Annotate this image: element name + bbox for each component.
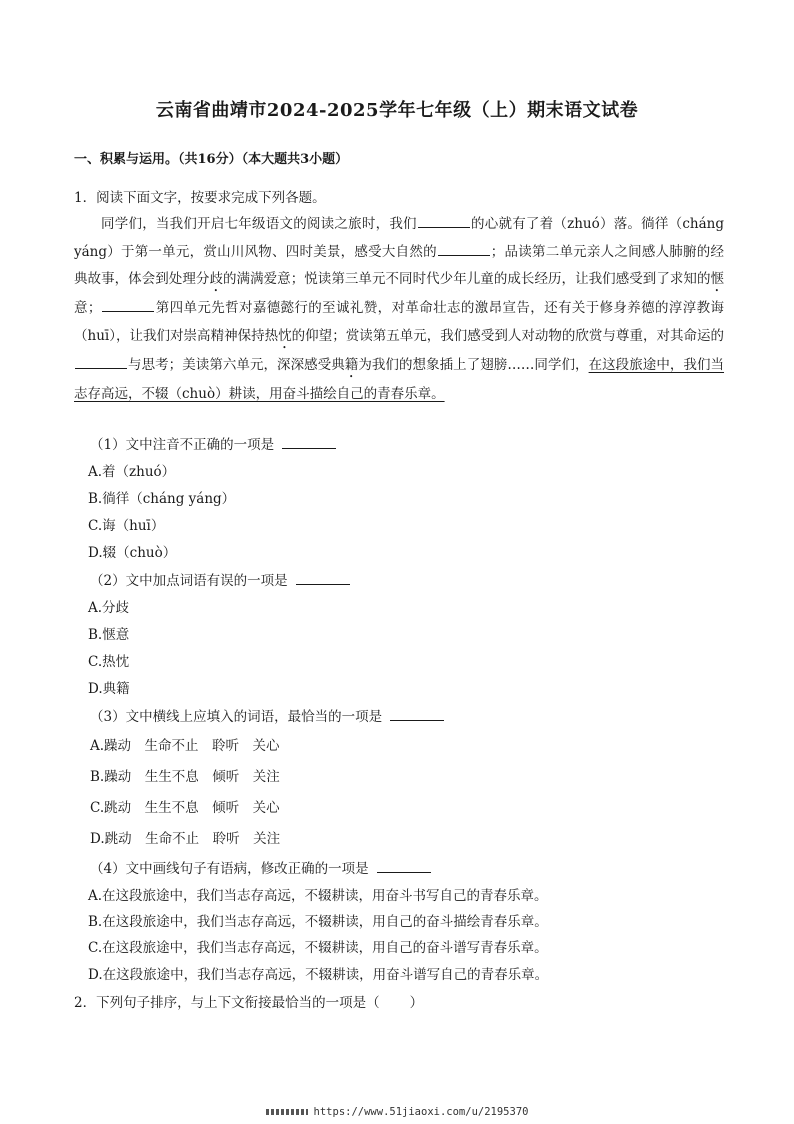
option-b: B.徜徉（cháng yáng） — [88, 491, 236, 507]
option-a: A.分歧 — [88, 600, 130, 616]
fill-blank-1 — [418, 213, 470, 228]
footer-url[interactable]: https://www.51jiaoxi.com/u/2195370 — [313, 1106, 529, 1118]
sub-question-3 — [90, 705, 444, 725]
option-d: D.跳动 生命不止 聆听 关注 — [90, 831, 281, 847]
passage-text: 与思考；美读第六单元，深深感受典 — [128, 356, 345, 373]
passage-text: 的仰望；赏读第五单元，我们感受到人对动物的欣赏与尊重，对其命运的 — [291, 327, 725, 344]
question-text: 2．下列句子排序，与上下文衔接最恰当的一项是（ — [74, 995, 380, 1011]
question-text: （2）文中加点词语有误的一项是 — [90, 573, 288, 589]
option-b: B.惬意 — [88, 627, 130, 643]
section-heading: 一、积累与运用。（共16分）（本大题共3小题） — [74, 152, 349, 167]
option-d: D.辍（chuò） — [88, 545, 177, 561]
dotted-char: 惬 — [710, 271, 725, 287]
option-c: C.热忱 — [88, 654, 130, 670]
option-c: C.诲（huī） — [88, 518, 165, 534]
passage-text: 意； — [74, 300, 102, 316]
option-a: A.在这段旅途中，我们当志存高远，不辍耕读，用奋斗书写自己的青春乐章。 — [88, 888, 548, 904]
option-a: A.着（zhuó） — [88, 464, 176, 480]
fill-blank-2 — [438, 241, 490, 256]
sub-question-4 — [90, 857, 431, 877]
page-footer — [0, 1106, 794, 1118]
option-c: C.跳动 生生不息 倾听 关心 — [90, 800, 280, 816]
passage-text: 为我们的想象插上了翅膀……同学们， — [358, 356, 589, 373]
option-d: D.典籍 — [88, 681, 130, 697]
sub-question-1 — [90, 433, 336, 453]
answer-blank — [282, 435, 336, 449]
option-c: C.在这段旅途中，我们当志存高远，不辍耕读，用自己的奋斗谱写青春乐章。 — [88, 940, 548, 956]
dotted-char: 籍 — [344, 356, 359, 373]
passage-text: 的心就有了着（zhuó）落。徜徉（cháng yáng）于第一单元，赏山川风物、四时美景，感受大自然的 — [74, 216, 738, 260]
answer-blank — [296, 571, 350, 585]
question-text-end: ） — [409, 995, 424, 1011]
reading-passage — [74, 211, 738, 408]
dotted-char: 忱 — [278, 327, 292, 344]
sub-question-2 — [90, 569, 350, 589]
page-title: 云南省曲靖市2024-2025学年七年级（上）期末语文试卷 — [155, 100, 639, 121]
passage-text: ；品读第二单元亲人之间感人肺腑的经典故事，体会到处理分 — [74, 243, 724, 287]
dotted-char: 歧 — [209, 271, 223, 287]
question-1-stem: 1．阅读下面文字，按要求完成下列各题。 — [74, 190, 326, 206]
option-b: B.躁动 生生不息 倾听 关注 — [90, 769, 280, 785]
watermark-icon — [266, 1109, 308, 1115]
answer-blank — [390, 707, 444, 721]
option-b: B.在这段旅途中，我们当志存高远，不辍耕读，用自己的奋斗描绘青春乐章。 — [88, 914, 548, 930]
option-d: D.在这段旅途中，我们当志存高远，不辍耕读，用奋斗谱写自己的青春乐章。 — [88, 967, 549, 983]
answer-blank — [377, 859, 431, 873]
option-a: A.躁动 生命不止 聆听 关心 — [90, 738, 280, 754]
fill-blank-4 — [75, 354, 127, 369]
question-text: （3）文中横线上应填入的词语，最恰当的一项是 — [90, 709, 383, 725]
underlined-sentence: 在这段旅途中，我们当志存高远，不辍（chuò）耕读，用奋斗描绘自己的青春乐章。 — [74, 356, 725, 402]
question-text: （4）文中画线句子有语病，修改正确的一项是 — [90, 861, 369, 877]
passage-text: 第四单元先哲对嘉德懿行的至诚礼赞，对革命壮志的激昂宣告，还有关于修身养德的淳淳教诲（huī），让我们对崇高精神保持热 — [74, 300, 725, 344]
question-text: （1）文中注音不正确的一项是 — [90, 437, 275, 453]
fill-blank-3 — [102, 297, 154, 312]
question-2-stem — [74, 991, 423, 1011]
passage-text: 的满满爱意；悦读第三单元不同时代少年儿童的成长经历，让我们感受到了求知的 — [222, 271, 711, 287]
passage-text: 同学们，当我们开启七年级语文的阅读之旅时，我们 — [101, 216, 417, 232]
